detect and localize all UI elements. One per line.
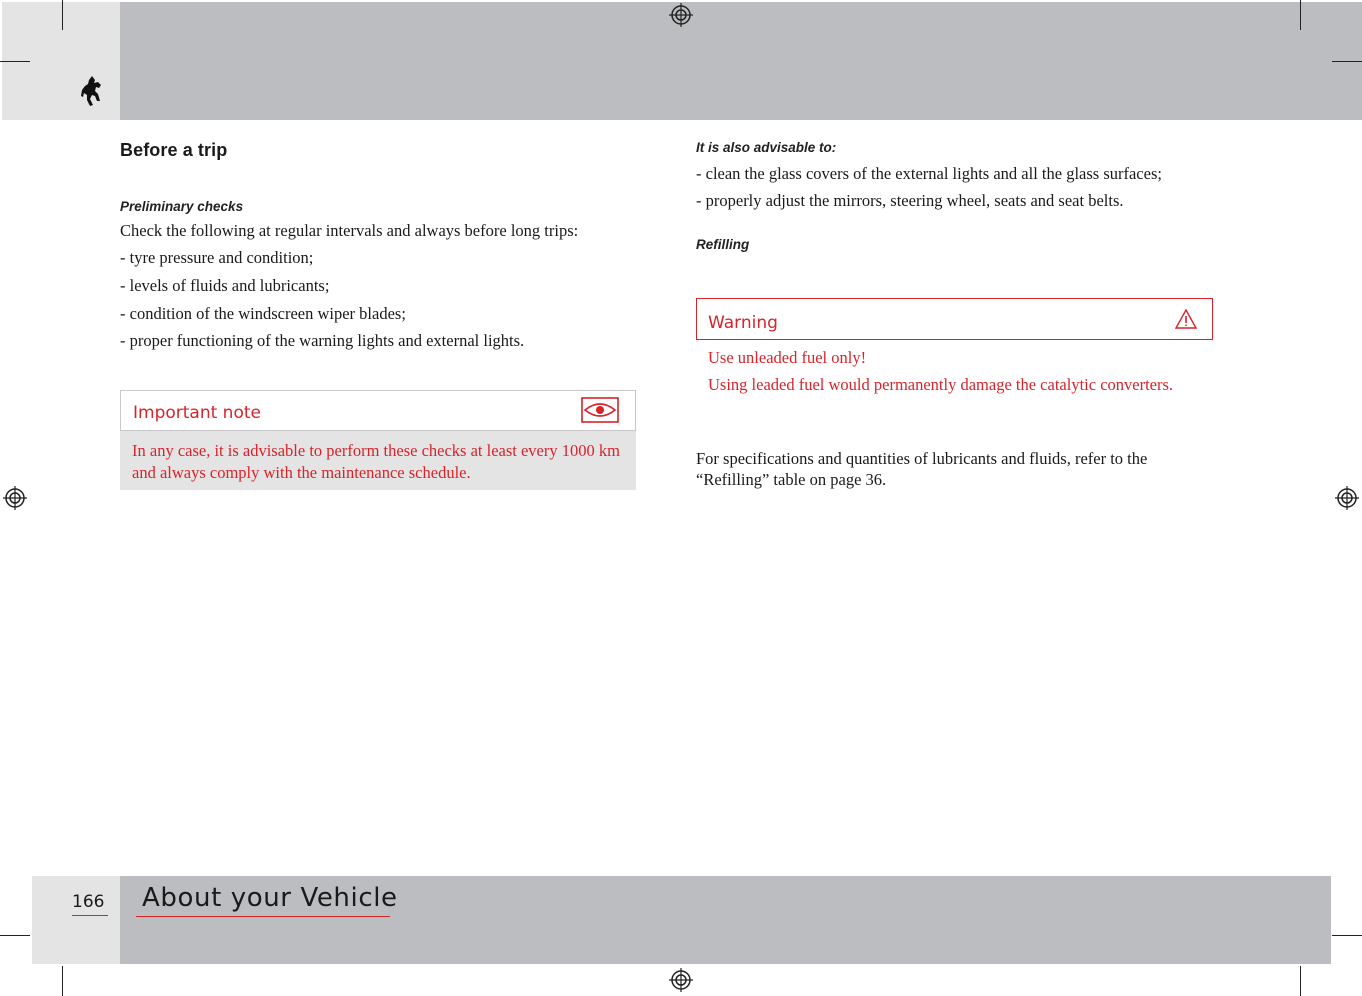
important-note-header — [120, 390, 636, 431]
preliminary-checks-subheading: Preliminary checks — [120, 199, 244, 214]
warning-line-1: Use unleaded fuel only! — [708, 348, 867, 367]
eye-icon — [581, 397, 619, 423]
closing-paragraph: For specifications and quantities of lubricants and fluids, refer to the “Refilling” table on page 36. — [696, 449, 1148, 489]
advisable-subheading: It is also advisable to: — [696, 140, 837, 155]
crop-mark — [1300, 966, 1301, 996]
warning-text — [708, 347, 1198, 395]
refilling-subheading: Refilling — [696, 237, 750, 252]
registration-mark-icon — [669, 968, 693, 992]
list-item: - properly adjust the mirrors, steering wheel, seats and seat belts. — [696, 191, 1124, 210]
important-note-text: In any case, it is advisable to perform these checks at least every 1000 km and always comply with the maintenance schedule. — [120, 431, 636, 490]
important-note-title: Important note — [133, 403, 261, 423]
list-item: - proper functioning of the warning lights and external lights. — [120, 331, 525, 350]
crop-mark — [62, 0, 63, 30]
prancing-horse-logo — [78, 74, 104, 108]
registration-mark-icon — [1335, 486, 1359, 510]
footer-left-block — [32, 876, 120, 964]
registration-mark-icon — [3, 486, 27, 510]
crop-mark — [1332, 61, 1362, 62]
page-title: Before a trip — [120, 140, 228, 160]
crop-mark — [1300, 0, 1301, 30]
page-number-underline — [72, 915, 108, 916]
crop-mark — [0, 61, 30, 62]
important-note-box — [120, 390, 636, 490]
list-item: - levels of fluids and lubricants; — [120, 276, 330, 295]
intro-paragraph: Check the following at regular intervals and always before long trips: — [120, 221, 579, 240]
list-item: - condition of the windscreen wiper blades; — [120, 304, 406, 323]
crop-mark — [62, 966, 63, 996]
warning-triangle-icon — [1175, 309, 1197, 329]
crop-mark — [1332, 935, 1362, 936]
warning-title: Warning — [708, 313, 778, 333]
section-title-underline — [136, 916, 390, 917]
crop-mark — [0, 935, 30, 936]
header-band — [120, 2, 1362, 120]
section-title: About your Vehicle — [142, 883, 398, 913]
left-column — [120, 140, 636, 351]
page-number: 166 — [72, 892, 105, 912]
right-column — [696, 140, 1216, 252]
list-item: - clean the glass covers of the external lights and all the glass surfaces; — [696, 164, 1162, 183]
list-item: - tyre pressure and condition; — [120, 248, 314, 267]
registration-mark-icon — [669, 3, 693, 27]
warning-box-header — [696, 298, 1213, 340]
warning-line-2: Using leaded fuel would permanently damage the catalytic converters. — [708, 375, 1174, 394]
